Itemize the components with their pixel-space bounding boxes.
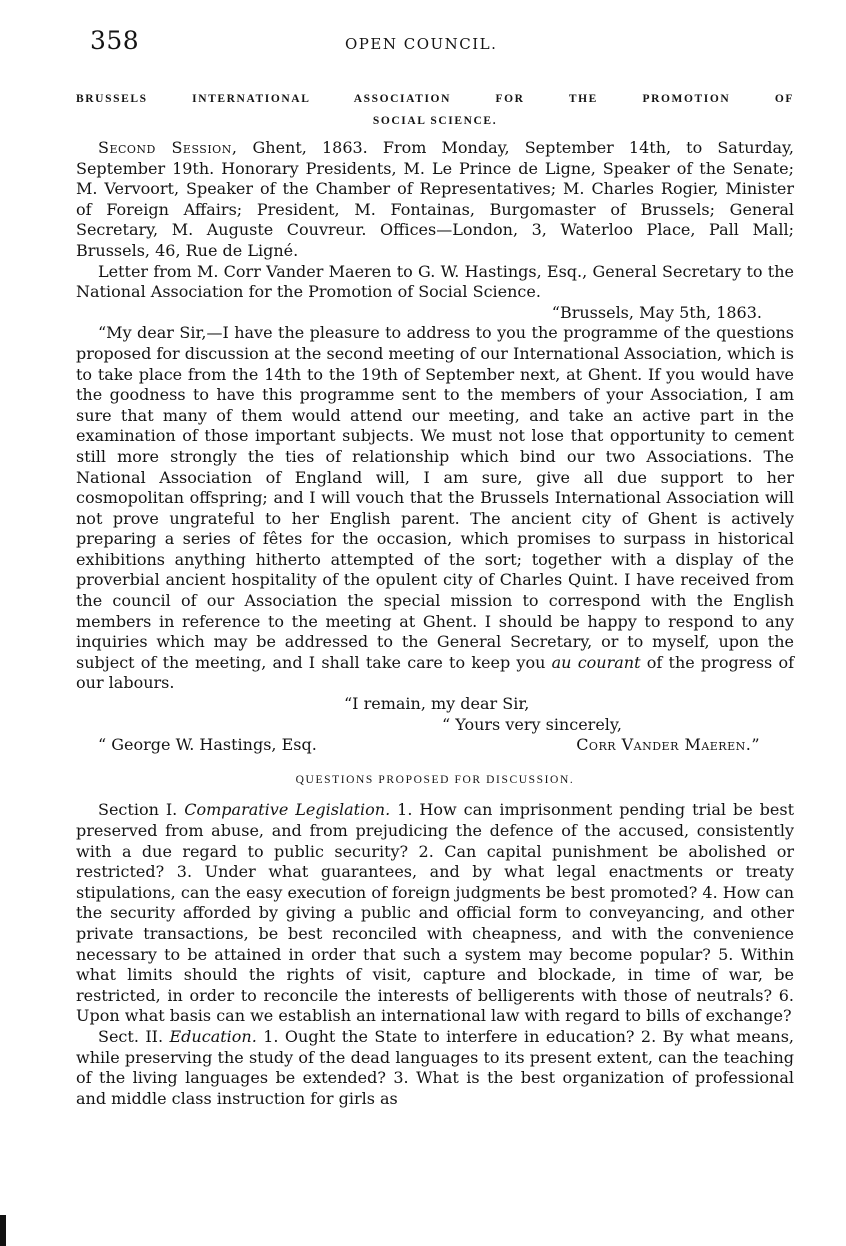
letter-body-end: of the progress of our labours. <box>76 652 795 693</box>
letter-body <box>76 323 794 694</box>
letter-intro: Letter from M. Corr Vander Maeren to G. W. Hastings, Esq., General Secretary to the National Association for the Promotion of Social Science. <box>76 261 794 302</box>
section-2-label: Sect. II. <box>98 1026 170 1046</box>
scan-margin-bar <box>0 1215 6 1246</box>
section-2-paragraph <box>76 1027 794 1109</box>
letter-signature-line <box>76 735 794 756</box>
article-title <box>76 88 794 132</box>
section-1-title: Comparative Legislation. <box>184 800 391 820</box>
page-body <box>76 88 794 1109</box>
questions-heading: QUESTIONS PROPOSED FOR DISCUSSION. <box>295 773 575 786</box>
page-number: 358 <box>90 26 140 55</box>
section-1-label: Section I. <box>98 800 185 820</box>
letter-dateline: “Brussels, May 5th, 1863. <box>551 302 762 322</box>
session-details: Ghent, 1863. From Monday, September 14th, to Saturday, September 19th. Honorary Presidents, M. Le Prince de Ligne, Speaker of the Senate; M. Vervoort, Speaker of the Chamber of Representatives; M. Charles Rogier, Minister of Foreign Affairs; President, M. Fontainas, Burgomaster of Brussels; General Secretary, M. Auguste Couvreur. Offices—London, 3, Waterloo Place, Pall Mall; Brussels, 46, Rue de Ligné. <box>76 138 794 260</box>
article-title-line-2: SOCIAL SCIENCE. <box>372 115 498 127</box>
letter-closing-2: “ Yours very sincerely, <box>442 714 622 734</box>
letter-addressee: “ George W. Hastings, Esq. <box>98 735 317 755</box>
section-2-title: Education. <box>169 1026 257 1046</box>
article-title-line-1: BRUSSELS INTERNATIONAL ASSOCIATION FOR THE PROMOTION OF <box>76 93 794 105</box>
letter-body-text: “My dear Sir,—I have the pleasure to address to you the programme of the questions proposed for discussion at the second meeting of our International Association, which is to take place from the 14th to the 19th of September next, at Ghent. If you would have the goodness to have this programme sent to the members of your Association, I am sure that many of them would attend our meeting, and take an active part in the examination of those important subjects. We must not lose that opportunity to cement still more strongly the ties of relationship which bind our two Associations. The National Association of England will, I am sure, give all due support to her cosmopolitan offspring; and I will vouch that the Brussels International Association will not prove ungrateful to her English parent. The ancient city of Ghent is actively preparing a series of fêtes for the occasion, which promises to surpass in historical exhibitions anything hitherto attempted of the sort; together with a display of the proverbial ancient hospitality of the opulent city of Charles Quint. I have received from the council of our Association the special mission to correspond with the English members in reference to the meeting at Ghent. I should be happy to respond to any inquiries which may be addressed to the General Secretary, or to myself, upon the subject of the meeting, and I shall take care to keep you <box>76 323 794 672</box>
session-paragraph <box>76 138 794 262</box>
running-head: OPEN COUNCIL. <box>345 35 498 53</box>
section-1-paragraph <box>76 800 794 1027</box>
letter-signature: Corr Vander Maeren.” <box>576 735 760 755</box>
letter-closing-1: “I remain, my dear Sir, <box>344 694 530 714</box>
section-1-text: 1. How can imprisonment pending trial be best preserved from abuse, and from prejudicing the defence of the accused, consistently with a due regard to public security? 2. Can capital punishment be abolished or restricted? 3. Under what guarantees, and by what legal enactments or treaty stipulations, can the easy execution of foreign judgments be best promoted? 4. How can the security afforded by giving a public and official form to conveyancing, and other private transactions, be best reconciled with cheapness, and with the convenience necessary to be attained in order that such a system may become popular? 5. Within what limits should the rights of visit, capture and blockade, in time of war, be restricted, in order to reconcile the interests of belligerents with those of neutrals? 6. Upon what basis can we establish an international law with regard to bills of exchange? <box>76 800 794 1026</box>
letter-body-italic: au courant <box>551 652 641 672</box>
page-header <box>90 26 790 66</box>
session-lead: Second Session, <box>98 138 238 157</box>
section-2-text: 1. Ought the State to interfere in education? 2. By what means, while preserving the study of the dead languages to its present extent, can the teaching of the living languages be extended? 3. What is the best organization of professional and middle class instruction for girls as <box>76 1026 794 1108</box>
